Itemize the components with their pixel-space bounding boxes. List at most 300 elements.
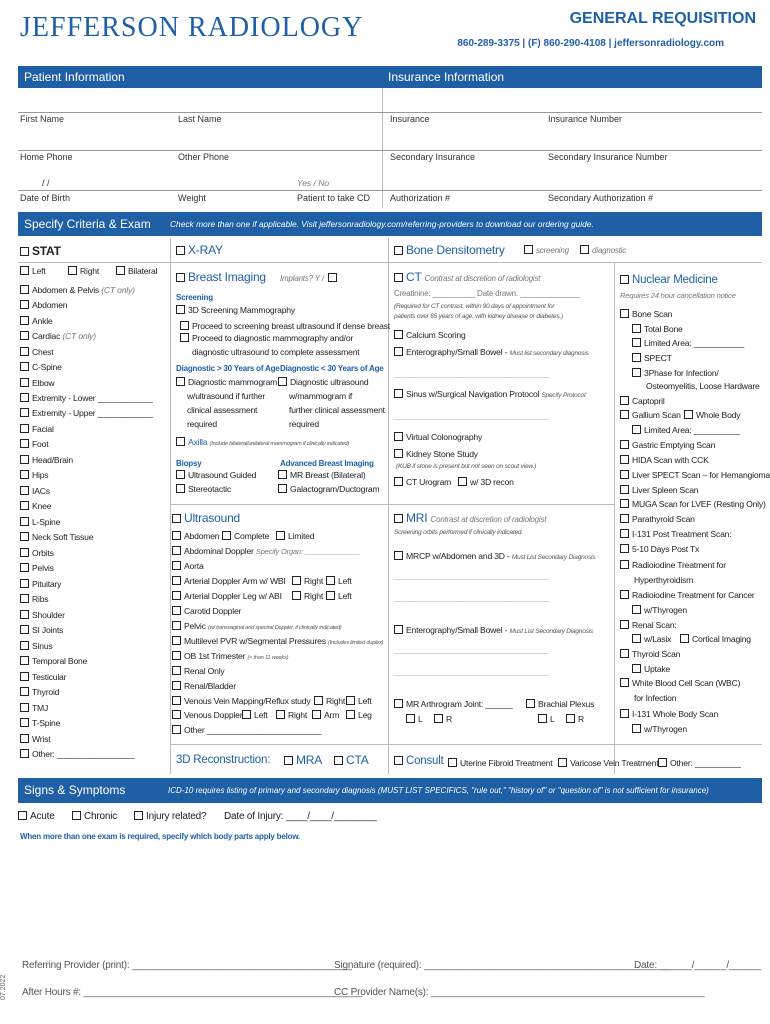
checkbox-icon[interactable] <box>620 560 629 569</box>
checkbox-icon[interactable] <box>20 532 29 541</box>
venous-doppler-left-checkbox[interactable]: Left <box>242 710 268 720</box>
checkbox-icon[interactable] <box>20 517 29 526</box>
secondary-insurance-label[interactable]: Secondary Insurance <box>390 152 476 162</box>
checkbox-icon[interactable] <box>20 672 29 681</box>
mri-blank-6[interactable]: __________________________________________ <box>394 670 550 677</box>
i131-post-checkbox[interactable]: I-131 Post Treatment Scan: <box>620 529 731 539</box>
checkbox-icon[interactable] <box>20 424 29 433</box>
checkbox-icon[interactable] <box>524 245 533 254</box>
checkbox-icon[interactable] <box>326 576 335 585</box>
liver-spect-checkbox[interactable]: Liver SPECT Scan – for Hemangioma <box>620 470 770 480</box>
checkbox-icon[interactable] <box>20 734 29 743</box>
secondary-insurance-number-label[interactable]: Secondary Insurance Number <box>548 152 668 162</box>
aorta-checkbox[interactable]: Aorta <box>172 561 204 571</box>
art-leg-right-checkbox[interactable]: Right <box>292 591 323 601</box>
checkbox-icon[interactable] <box>458 477 467 486</box>
three-phase-checkbox[interactable]: 3Phase for Infection/ <box>632 368 719 378</box>
checkbox-icon[interactable] <box>632 634 641 643</box>
venous-map-checkbox[interactable]: Venous Vein Mapping/Reflux study <box>172 696 310 706</box>
ct-req-line2: patients over 65 years of age, with kidney disease or diabetes.) <box>394 313 563 320</box>
checkbox-icon[interactable] <box>620 309 629 318</box>
checkbox-icon[interactable] <box>632 664 641 673</box>
abd-pelvis-checkbox[interactable]: Abdomen & Pelvis (CT only) <box>20 285 135 295</box>
checkbox-icon[interactable] <box>394 551 403 560</box>
sinus-checkbox[interactable]: Sinus <box>20 641 53 651</box>
checkbox-icon[interactable] <box>18 811 27 820</box>
diag-mammo-checkbox[interactable]: Diagnostic mammogram <box>176 377 277 387</box>
checkbox-icon[interactable] <box>20 501 29 510</box>
checkbox-icon[interactable] <box>394 699 403 708</box>
cardiac-checkbox[interactable]: Cardiac (CT only) <box>20 331 96 341</box>
checkbox-icon[interactable] <box>684 410 693 419</box>
thyroid-checkbox[interactable]: Thyroid <box>20 687 59 697</box>
checkbox-icon[interactable] <box>620 455 629 464</box>
chronic-checkbox[interactable]: Chronic <box>72 811 117 822</box>
weight-label[interactable]: Weight <box>178 193 206 203</box>
w-lasix-checkbox[interactable]: w/Lasix <box>632 634 671 644</box>
checkbox-icon[interactable] <box>434 714 443 723</box>
checkbox-icon[interactable] <box>222 531 231 540</box>
renal-bladder-checkbox[interactable]: Renal/Bladder <box>172 681 236 691</box>
brachial-r-checkbox[interactable]: R <box>566 714 584 724</box>
temporal-checkbox[interactable]: Temporal Bone <box>20 656 87 666</box>
checkbox-icon[interactable] <box>20 718 29 727</box>
pvr-checkbox[interactable]: Multilevel PVR w/Segmental Pressures (Includes limited duplex) <box>172 636 383 646</box>
checkbox-icon[interactable] <box>538 714 547 723</box>
si-joints-checkbox[interactable]: SI Joints <box>20 625 63 635</box>
checkbox-icon[interactable] <box>632 353 641 362</box>
checkbox-icon[interactable] <box>620 514 629 523</box>
diag-mammo-line3: clinical assessment <box>187 405 258 415</box>
checkbox-icon[interactable] <box>20 563 29 572</box>
bone-diagnostic-checkbox[interactable]: diagnostic <box>580 245 626 255</box>
ct-blank-2[interactable]: __________________________________________ <box>394 414 550 421</box>
art-arm-left-checkbox[interactable]: Left <box>326 576 352 586</box>
brachial-l-checkbox[interactable]: L <box>538 714 555 724</box>
checkbox-icon[interactable] <box>632 324 641 333</box>
knee-checkbox[interactable]: Knee <box>20 501 51 511</box>
testicular-checkbox[interactable]: Testicular <box>20 672 66 682</box>
checkbox-icon[interactable] <box>20 266 29 275</box>
venous-doppler-leg-checkbox[interactable]: Leg <box>346 710 372 720</box>
checkbox-icon[interactable] <box>176 437 185 446</box>
bone-screening-checkbox[interactable]: screening <box>524 245 569 255</box>
screening-label: Screening <box>176 293 213 302</box>
art-leg-checkbox[interactable]: Arterial Doppler Leg w/ ABI <box>172 591 282 601</box>
yes-no[interactable]: Yes / No <box>297 178 330 188</box>
checkbox-icon[interactable] <box>134 811 143 820</box>
checkbox-icon[interactable] <box>20 548 29 557</box>
limited-area2-checkbox[interactable]: Limited Area: __________ <box>632 425 740 435</box>
checkbox-icon[interactable] <box>20 378 29 387</box>
checkbox-icon[interactable] <box>278 470 287 479</box>
checkbox-icon[interactable] <box>72 811 81 820</box>
lspine-checkbox[interactable]: L-Spine <box>20 517 60 527</box>
auth-label[interactable]: Authorization # <box>390 193 451 203</box>
ct-checkbox[interactable]: CT Contrast at discretion of radiologist <box>394 270 540 284</box>
left-checkbox[interactable]: Left <box>20 266 46 276</box>
chest-checkbox[interactable]: Chest <box>20 347 53 357</box>
referring-field[interactable]: Referring Provider (print): _________________________________________ <box>22 960 352 971</box>
checkbox-icon[interactable] <box>180 321 189 330</box>
checkbox-icon[interactable] <box>620 649 629 658</box>
bone-scan-checkbox[interactable]: Bone Scan <box>620 309 672 319</box>
checkbox-icon[interactable] <box>20 470 29 479</box>
orbits-checkbox[interactable]: Orbits <box>20 548 54 558</box>
abd-doppler-checkbox[interactable]: Abdominal Doppler Specify Organ: ______________ <box>172 546 360 556</box>
diag-us-checkbox[interactable]: Diagnostic ultrasound <box>278 377 368 387</box>
radioiodine-hyper-checkbox[interactable]: Radioiodine Treatment for <box>620 560 726 570</box>
checkbox-icon[interactable] <box>406 714 415 723</box>
stat-checkbox[interactable]: STAT <box>20 244 61 258</box>
checkbox-icon[interactable] <box>394 756 403 765</box>
checkbox-icon[interactable] <box>20 455 29 464</box>
consult-other-checkbox[interactable]: Other: __________ <box>658 758 741 768</box>
checkbox-icon[interactable] <box>620 410 629 419</box>
checkbox-icon[interactable] <box>632 425 641 434</box>
checkbox-icon[interactable] <box>172 514 181 523</box>
creatinine-field[interactable]: Creatinine: __________ Date drawn: ______________ <box>394 289 580 298</box>
mr-arthro-r-checkbox[interactable]: R <box>434 714 452 724</box>
right-checkbox[interactable]: Right <box>68 266 99 276</box>
checkbox-icon[interactable] <box>620 396 629 405</box>
mri-screening-note: Screening orbits performed if clinically indicated. <box>394 529 523 536</box>
checkbox-icon[interactable] <box>20 300 29 309</box>
proceed-us-checkbox[interactable]: Proceed to screening breast ultrasound if dense breast <box>180 321 390 331</box>
checkbox-icon[interactable] <box>328 273 337 282</box>
ext-upper-checkbox[interactable]: Extremity - Upper ____________ <box>20 408 153 418</box>
i131-whole-checkbox[interactable]: I-131 Whole Body Scan <box>620 709 718 719</box>
captopril-checkbox[interactable]: Captopril <box>620 396 665 406</box>
date-field[interactable]: Date: ______/______/______ <box>634 960 762 971</box>
last-name-label[interactable]: Last Name <box>178 114 222 124</box>
checkbox-icon[interactable] <box>20 486 29 495</box>
art-arm-checkbox[interactable]: Arterial Doppler Arm w/ WBI <box>172 576 286 586</box>
checkbox-icon[interactable] <box>20 749 29 758</box>
cortical-checkbox[interactable]: Cortical Imaging <box>680 634 751 644</box>
checkbox-icon[interactable] <box>176 377 185 386</box>
thyroid-scan-checkbox[interactable]: Thyroid Scan <box>620 649 680 659</box>
calcium-checkbox[interactable]: Calcium Scoring <box>394 330 466 340</box>
foot-checkbox[interactable]: Foot <box>20 439 48 449</box>
checkbox-icon[interactable] <box>658 758 667 767</box>
tmj-checkbox[interactable]: TMJ <box>20 703 48 713</box>
take-cd-label[interactable]: Patient to take CD <box>297 193 371 203</box>
checkbox-icon[interactable] <box>632 368 641 377</box>
checkbox-icon[interactable] <box>20 393 29 402</box>
five-ten-checkbox[interactable]: 5-10 Days Post Tx <box>620 544 699 554</box>
varicose-checkbox[interactable]: Varicose Vein Treatment <box>558 758 658 768</box>
checkbox-icon[interactable] <box>620 470 629 479</box>
w-thyrogen2-checkbox[interactable]: w/Thyrogen <box>632 724 687 734</box>
checkbox-icon[interactable] <box>620 709 629 718</box>
neck-checkbox[interactable]: Neck Soft Tissue <box>20 532 93 542</box>
checkbox-icon[interactable] <box>176 305 185 314</box>
whole-body-checkbox[interactable]: Whole Body <box>684 410 740 420</box>
signature-field[interactable]: Signature (required): ______________________________________________ <box>334 960 671 971</box>
insurance-number-label[interactable]: Insurance Number <box>548 114 623 124</box>
checkbox-icon[interactable] <box>20 331 29 340</box>
mrcp-checkbox[interactable]: MRCP w/Abdomen and 3D - Must List Secondary Diagnosis <box>394 551 595 561</box>
wrist-checkbox[interactable]: Wrist <box>20 734 50 744</box>
ankle-checkbox[interactable]: Ankle <box>20 316 53 326</box>
checkbox-icon[interactable] <box>312 710 321 719</box>
date-injury-field[interactable]: Date of Injury: ____/____/________ <box>224 811 377 822</box>
checkbox-icon[interactable] <box>176 484 185 493</box>
checkbox-icon[interactable] <box>20 610 29 619</box>
checkbox-icon[interactable] <box>20 316 29 325</box>
home-phone-label[interactable]: Home Phone <box>20 152 73 162</box>
axilla-checkbox[interactable]: Axilla (Include bilateral/unilateral mammogram if clinically indicated) <box>176 437 349 447</box>
checkbox-icon[interactable] <box>394 347 403 356</box>
checkbox-icon[interactable] <box>292 591 301 600</box>
us-limited-checkbox[interactable]: Limited <box>276 531 314 541</box>
gastric-checkbox[interactable]: Gastric Emptying Scan <box>620 440 715 450</box>
venous-map-left-checkbox[interactable]: Left <box>346 696 372 706</box>
proceed-diag-checkbox[interactable]: Proceed to diagnostic mammography and/or <box>180 333 353 343</box>
us-other-checkbox[interactable]: Other _________________________ <box>172 725 321 735</box>
w3d-checkbox[interactable]: w/ 3D recon <box>458 477 514 487</box>
renal-only-checkbox[interactable]: Renal Only <box>172 666 225 676</box>
ct-blank-1[interactable]: __________________________________________ <box>394 372 550 379</box>
checkbox-icon[interactable] <box>172 666 181 675</box>
insurance-label[interactable]: Insurance <box>390 114 430 124</box>
mri-entero-checkbox[interactable]: Enterography/Small Bowel - Must List Secondary Diagnosis <box>394 625 593 635</box>
checkbox-icon[interactable] <box>68 266 77 275</box>
pelvis-checkbox[interactable]: Pelvis <box>20 563 54 573</box>
checkbox-icon[interactable] <box>20 285 29 294</box>
tspine-checkbox[interactable]: T-Spine <box>20 718 60 728</box>
checkbox-icon[interactable] <box>20 594 29 603</box>
screen-3d-checkbox[interactable]: 3D Screening Mammography <box>176 305 295 315</box>
checkbox-icon[interactable] <box>278 377 287 386</box>
parathyroid-checkbox[interactable]: Parathyroid Scan <box>620 514 695 524</box>
checkbox-icon[interactable] <box>172 725 181 734</box>
checkbox-icon[interactable] <box>620 678 629 687</box>
cc-provider-field[interactable]: CC Provider Name(s): ___________________________________________________ <box>334 987 705 998</box>
bilateral-checkbox[interactable]: Bilateral <box>116 266 157 276</box>
checkbox-icon[interactable] <box>172 681 181 690</box>
us-abdomen-checkbox[interactable]: Abdomen <box>172 531 219 541</box>
galacto-checkbox[interactable]: Galactogram/Ductogram <box>278 484 379 494</box>
checkbox-icon[interactable] <box>172 591 181 600</box>
checkbox-icon[interactable] <box>394 246 403 255</box>
checkbox-icon[interactable] <box>176 246 185 255</box>
ultrasound-checkbox[interactable]: Ultrasound <box>172 511 240 525</box>
mra-checkbox[interactable]: MRA <box>284 753 322 767</box>
checkbox-icon[interactable] <box>242 710 251 719</box>
checkbox-icon[interactable] <box>20 362 29 371</box>
three-phase-line2: Osteomyelitis, Loose Hardware <box>646 381 760 391</box>
gallium-checkbox[interactable]: Gallium Scan <box>620 410 681 420</box>
checkbox-icon[interactable] <box>172 636 181 645</box>
mri-blank-5[interactable]: __________________________________________ <box>394 648 550 655</box>
kidney-stone-checkbox[interactable]: Kidney Stone Study <box>394 449 478 459</box>
checkbox-icon[interactable] <box>276 710 285 719</box>
injury-checkbox[interactable]: Injury related? <box>134 811 206 822</box>
ct-urogram-checkbox[interactable]: CT Urogram <box>394 477 451 487</box>
checkbox-icon[interactable] <box>116 266 125 275</box>
checkbox-icon[interactable] <box>20 347 29 356</box>
virtual-colon-checkbox[interactable]: Virtual Colonography <box>394 432 482 442</box>
pituitary-checkbox[interactable]: Pituitary <box>20 579 61 589</box>
checkbox-icon[interactable] <box>394 625 403 634</box>
other-checkbox[interactable]: Other: _________________ <box>20 749 135 759</box>
checkbox-icon[interactable] <box>20 656 29 665</box>
checkbox-icon[interactable] <box>566 714 575 723</box>
bone-dens-checkbox[interactable]: Bone Densitometry <box>394 243 505 257</box>
other-phone-label[interactable]: Other Phone <box>178 152 230 162</box>
wbc-checkbox[interactable]: White Blood Cell Scan (WBC) <box>620 678 740 688</box>
sinus-nav-checkbox[interactable]: Sinus w/Surgical Navigation Protocol Specify Protocol: <box>394 389 587 399</box>
shoulder-checkbox[interactable]: Shoulder <box>20 610 65 620</box>
venous-doppler-right-checkbox[interactable]: Right <box>276 710 307 720</box>
mri-blank-3[interactable]: __________________________________________ <box>394 574 550 581</box>
checkbox-icon[interactable] <box>180 333 189 342</box>
checkbox-icon[interactable] <box>20 439 29 448</box>
checkbox-icon[interactable] <box>176 273 185 282</box>
checkbox-icon[interactable] <box>632 605 641 614</box>
diag-us-line2: w/mammogram if <box>289 391 353 401</box>
venous-map-right-checkbox[interactable]: Right <box>314 696 345 706</box>
mr-arthro-checkbox[interactable]: MR Arthrogram Joint: ______ <box>394 699 513 709</box>
checkbox-icon[interactable] <box>334 756 343 765</box>
checkbox-icon[interactable] <box>172 576 181 585</box>
cta-checkbox[interactable]: CTA <box>334 753 369 767</box>
limited-area-checkbox[interactable]: Limited Area: ___________ <box>632 338 744 348</box>
xray-checkbox[interactable]: X-RAY <box>176 243 223 257</box>
checkbox-icon[interactable] <box>620 590 629 599</box>
mri-checkbox[interactable]: MRI Contrast at discretion of radiologist <box>394 511 546 525</box>
checkbox-icon[interactable] <box>620 544 629 553</box>
uptake-checkbox[interactable]: Uptake <box>632 664 670 674</box>
checkbox-icon[interactable] <box>620 485 629 494</box>
facial-checkbox[interactable]: Facial <box>20 424 54 434</box>
venous-doppler-checkbox[interactable]: Venous Doppler <box>172 710 242 720</box>
checkbox-icon[interactable] <box>20 408 29 417</box>
total-bone-checkbox[interactable]: Total Bone <box>632 324 683 334</box>
checkbox-icon[interactable] <box>278 484 287 493</box>
abdomen-checkbox[interactable]: Abdomen <box>20 300 67 310</box>
ribs-checkbox[interactable]: Ribs <box>20 594 48 604</box>
breast-imaging-checkbox[interactable]: Breast Imaging <box>176 270 266 284</box>
checkbox-icon[interactable] <box>394 432 403 441</box>
art-arm-right-checkbox[interactable]: Right <box>292 576 323 586</box>
checkbox-icon[interactable] <box>394 389 403 398</box>
checkbox-icon[interactable] <box>632 724 641 733</box>
ext-lower-checkbox[interactable]: Extremity - Lower ____________ <box>20 393 153 403</box>
checkbox-icon[interactable] <box>172 696 181 705</box>
carotid-checkbox[interactable]: Carotid Doppler <box>172 606 241 616</box>
checkbox-icon[interactable] <box>394 273 403 282</box>
acute-checkbox[interactable]: Acute <box>18 811 55 822</box>
after-hours-field[interactable]: After Hours #: ____________________________________________________ <box>22 987 363 998</box>
checkbox-icon[interactable] <box>276 531 285 540</box>
checkbox-icon[interactable] <box>620 499 629 508</box>
dob-label[interactable]: Date of Birth <box>20 193 71 203</box>
us-complete-checkbox[interactable]: Complete <box>222 531 269 541</box>
pelvic-checkbox[interactable]: Pelvic (w/ transvaginal and spectral Doppler, if clinically indicated) <box>172 621 341 631</box>
us-guided-checkbox[interactable]: Ultrasound Guided <box>176 470 256 480</box>
checkbox-icon[interactable] <box>172 546 181 555</box>
checkbox-icon[interactable] <box>20 687 29 696</box>
ct-entero-checkbox[interactable]: Enterography/Small Bowel - Must list secondary diagnosis <box>394 347 589 357</box>
checkbox-icon[interactable] <box>172 561 181 570</box>
mr-breast-checkbox[interactable]: MR Breast (Bilateral) <box>278 470 366 480</box>
checkbox-icon[interactable] <box>620 529 629 538</box>
secondary-auth-label[interactable]: Secondary Authorization # <box>548 193 654 203</box>
elbow-checkbox[interactable]: Elbow <box>20 378 54 388</box>
muga-checkbox[interactable]: MUGA Scan for LVEF (Resting Only) <box>620 499 766 509</box>
checkbox-icon[interactable] <box>558 758 567 767</box>
uterine-checkbox[interactable]: Uterine Fibroid Treatment <box>448 758 552 768</box>
spect-checkbox[interactable]: SPECT <box>632 353 672 363</box>
checkbox-icon[interactable] <box>172 621 181 630</box>
art-leg-left-checkbox[interactable]: Left <box>326 591 352 601</box>
checkbox-icon[interactable] <box>394 477 403 486</box>
checkbox-icon[interactable] <box>314 696 323 705</box>
checkbox-icon[interactable] <box>346 710 355 719</box>
cspine-checkbox[interactable]: C-Spine <box>20 362 62 372</box>
checkbox-icon[interactable] <box>632 338 641 347</box>
checkbox-icon[interactable] <box>172 710 181 719</box>
checkbox-icon[interactable] <box>620 275 629 284</box>
checkbox-icon[interactable] <box>620 620 629 629</box>
renal-scan-checkbox[interactable]: Renal Scan: <box>620 620 677 630</box>
checkbox-icon[interactable] <box>284 756 293 765</box>
mr-arthro-l-checkbox[interactable]: L <box>406 714 423 724</box>
checkbox-icon[interactable] <box>394 449 403 458</box>
liver-spleen-checkbox[interactable]: Liver Spleen Scan <box>620 485 698 495</box>
checkbox-icon[interactable] <box>620 440 629 449</box>
checkbox-icon[interactable] <box>526 699 535 708</box>
consult-checkbox[interactable]: Consult <box>394 755 444 767</box>
checkbox-icon[interactable] <box>680 634 689 643</box>
venous-doppler-arm-checkbox[interactable]: Arm <box>312 710 339 720</box>
checkbox-icon[interactable] <box>292 576 301 585</box>
mri-blank-4[interactable]: __________________________________________ <box>394 596 550 603</box>
hida-checkbox[interactable]: HIDA Scan with CCK <box>620 455 709 465</box>
checkbox-icon[interactable] <box>20 641 29 650</box>
checkbox-icon[interactable] <box>346 696 355 705</box>
diag-us-line3: further clinical assessment <box>289 405 385 415</box>
nuclear-checkbox[interactable]: Nuclear Medicine <box>620 274 718 286</box>
hips-checkbox[interactable]: Hips <box>20 470 48 480</box>
checkbox-icon[interactable] <box>172 606 181 615</box>
checkbox-icon[interactable] <box>20 703 29 712</box>
iacs-checkbox[interactable]: IACs <box>20 486 50 496</box>
w-thyrogen-checkbox[interactable]: w/Thyrogen <box>632 605 687 615</box>
ob-checkbox[interactable]: OB 1st Trimester (< than 11 weeks) <box>172 651 288 661</box>
stereotactic-checkbox[interactable]: Stereotactic <box>176 484 231 494</box>
head-brain-checkbox[interactable]: Head/Brain <box>20 455 73 465</box>
radioiodine-cancer-checkbox[interactable]: Radioiodine Treatment for Cancer <box>620 590 755 600</box>
checkbox-icon[interactable] <box>394 514 403 523</box>
checkbox-icon[interactable] <box>580 245 589 254</box>
checkbox-icon[interactable] <box>176 470 185 479</box>
implants-field[interactable]: Implants? Y / <box>280 273 340 283</box>
checkbox-icon[interactable] <box>20 247 29 256</box>
checkbox-icon[interactable] <box>326 591 335 600</box>
checkbox-icon[interactable] <box>172 531 181 540</box>
checkbox-icon[interactable] <box>394 330 403 339</box>
brachial-checkbox[interactable]: Brachial Plexus <box>526 699 594 709</box>
checkbox-icon[interactable] <box>448 758 457 767</box>
checkbox-icon[interactable] <box>172 651 181 660</box>
checkbox-icon[interactable] <box>20 625 29 634</box>
first-name-label[interactable]: First Name <box>20 114 65 124</box>
checkbox-icon[interactable] <box>20 579 29 588</box>
